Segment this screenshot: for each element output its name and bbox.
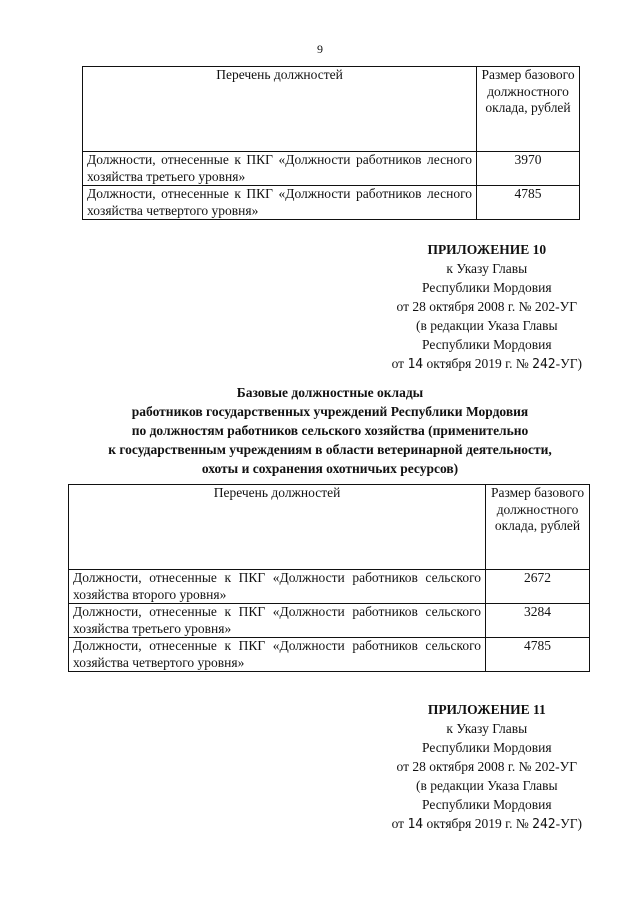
header-salary: Размер базового должностного оклада, рублей [477,67,580,152]
handwritten-number: 242 [532,817,556,832]
amendment-date-line: от 14 октября 2019 г. № 242-УГ) [391,816,582,832]
appendix-11-block [322,700,582,834]
position-name: Должности, отнесенные к ПКГ «Должности работников лесного хозяйства четвертого уровня» [83,186,477,220]
salary-value: 3284 [486,604,590,638]
table-header-row [83,67,580,152]
handwritten-number: 242 [532,357,556,372]
position-name: Должности, отнесенные к ПКГ «Должности работников сельского хозяйства четвертого уровня» [69,638,486,672]
appendix-line: Республики Мордовия [422,337,552,352]
amendment-date-line: от 14 октября 2019 г. № 242-УГ) [391,356,582,372]
salary-value: 3970 [477,152,580,186]
appendix-line: Республики Мордовия [422,740,552,755]
page-number: 9 [317,42,323,56]
salary-table-forestry [82,66,580,220]
appendix-heading: ПРИЛОЖЕНИЕ 11 [427,702,546,717]
appendix-line: к Указу Главы [446,261,528,276]
appendix-line: (в редакции Указа Главы [415,778,558,793]
position-name: Должности, отнесенные к ПКГ «Должности работников сельского хозяйства второго уровня» [69,570,486,604]
table-row [83,152,580,186]
position-name: Должности, отнесенные к ПКГ «Должности работников сельского хозяйства третьего уровня» [69,604,486,638]
section-title: Базовые должностные оклады работников государственных учреждений Республики Мордовия по должностям работников сельского хозяйства (применительно к государственным учреждениям в области ветеринарной деятельности, охоты и сохранения охотничьих ресурсов) [108,385,552,476]
header-positions: Перечень должностей [83,67,477,152]
header-salary: Размер базового должностного оклада, рублей [486,485,590,570]
position-name: Должности, отнесенные к ПКГ «Должности работников лесного хозяйства третьего уровня» [83,152,477,186]
salary-value: 2672 [486,570,590,604]
table-row [69,570,590,604]
appendix-line: от 28 октября 2008 г. № 202-УГ [396,759,578,774]
salary-table-agriculture [68,484,590,672]
appendix-line: Республики Мордовия [422,797,552,812]
table-row [83,186,580,220]
appendix-line: к Указу Главы [446,721,528,736]
handwritten-day: 14 [407,357,424,372]
appendix-line: (в редакции Указа Главы [415,318,558,333]
appendix-10-block [322,240,582,374]
salary-value: 4785 [477,186,580,220]
table-row [69,638,590,672]
header-positions: Перечень должностей [69,485,486,570]
table-row [69,604,590,638]
appendix-line: от 28 октября 2008 г. № 202-УГ [396,299,578,314]
table-header-row [69,485,590,570]
appendix-heading: ПРИЛОЖЕНИЕ 10 [427,242,547,257]
appendix-line: Республики Мордовия [422,280,552,295]
salary-value: 4785 [486,638,590,672]
handwritten-day: 14 [407,817,424,832]
